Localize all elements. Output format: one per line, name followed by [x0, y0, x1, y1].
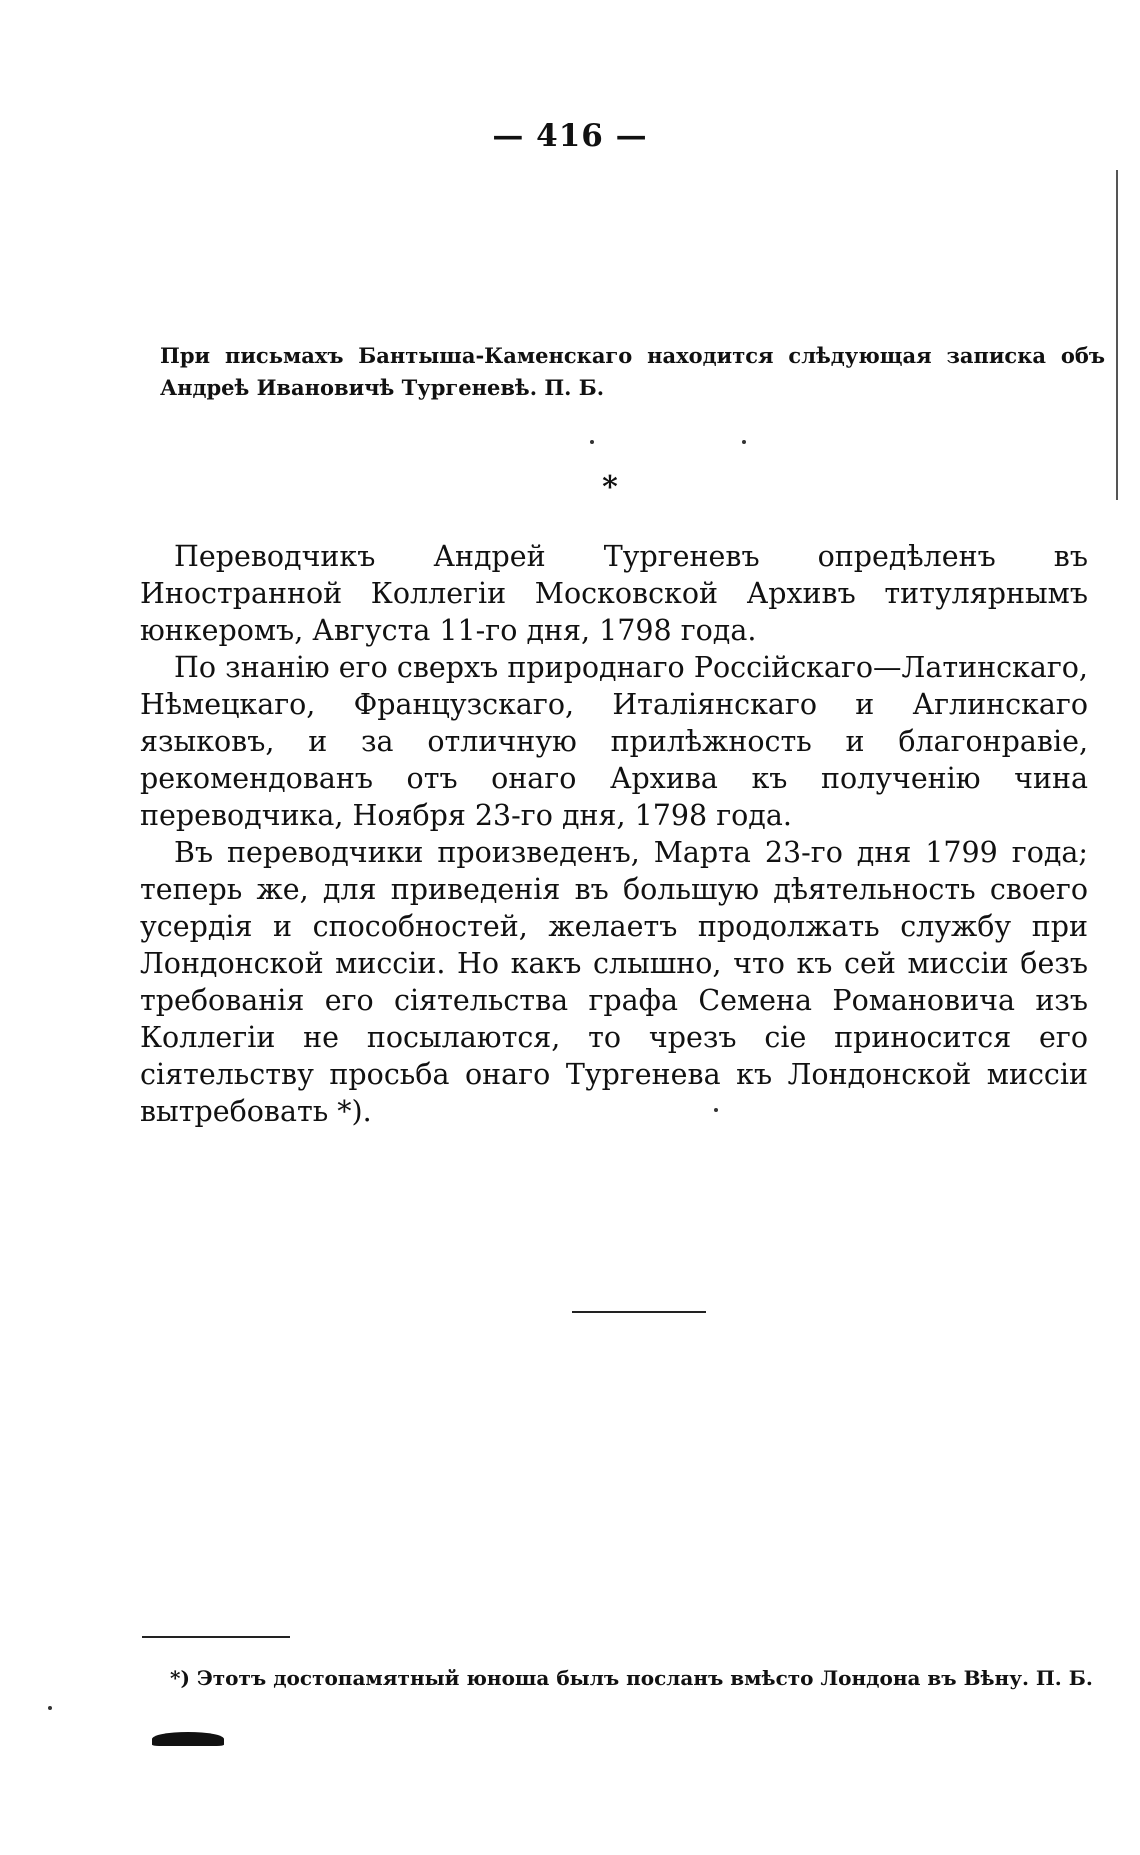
footnote-rule: [142, 1636, 290, 1638]
main-text: [140, 538, 1088, 1130]
section-asterisk: *: [602, 470, 618, 505]
page-number: — 416 —: [492, 118, 648, 154]
paragraph-1: Переводчикъ Андрей Тургеневъ опредѣленъ въ Иностранной Коллегіи Московской Архивъ титулярнымъ юнкеромъ, Августа 11-го дня, 1798 года.: [140, 540, 1088, 647]
speck-dot: [714, 1108, 718, 1112]
speck-dot: [742, 440, 746, 444]
paragraph-2: По знанію его сверхъ природнаго Россійскаго—Латинскаго, Нѣмецкаго, Французскаго, Италіянскаго и Аглинскаго языковъ, и за отличную прилѣжность и благонравіе, рекомендованъ отъ онаго Архива къ полученію чина переводчика, Ноября 23-го дня, 1798 года.: [140, 651, 1088, 832]
ink-smudge: [152, 1732, 224, 1746]
page-edge-line: [1116, 170, 1118, 500]
end-separator-rule: [572, 1311, 706, 1313]
speck-dot: [48, 1706, 52, 1710]
intro-note: При письмахъ Бантыша-Каменскаго находится слѣдующая записка объ Андреѣ Ивановичѣ Тургеневѣ. П. Б.: [160, 343, 1105, 400]
footnote: *) Этотъ достопамятный юноша былъ посланъ вмѣсто Лондона въ Вѣну. П. Б.: [170, 1666, 1093, 1690]
paragraph-3: Въ переводчики произведенъ, Марта 23-го дня 1799 года; теперь же, для приведенія въ большую дѣятельность своего усердія и способностей, желаетъ продолжать службу при Лондонской миссіи. Но какъ слышно, что къ сей миссіи безъ требованія его сіятельства графа Семена Романовича изъ Коллегіи не посылаются, то чрезъ сіе приносится его сіятельству просьба онаго Тургенева къ Лондонской миссіи вытребовать *).: [140, 836, 1088, 1128]
speck-dot: [590, 440, 594, 444]
